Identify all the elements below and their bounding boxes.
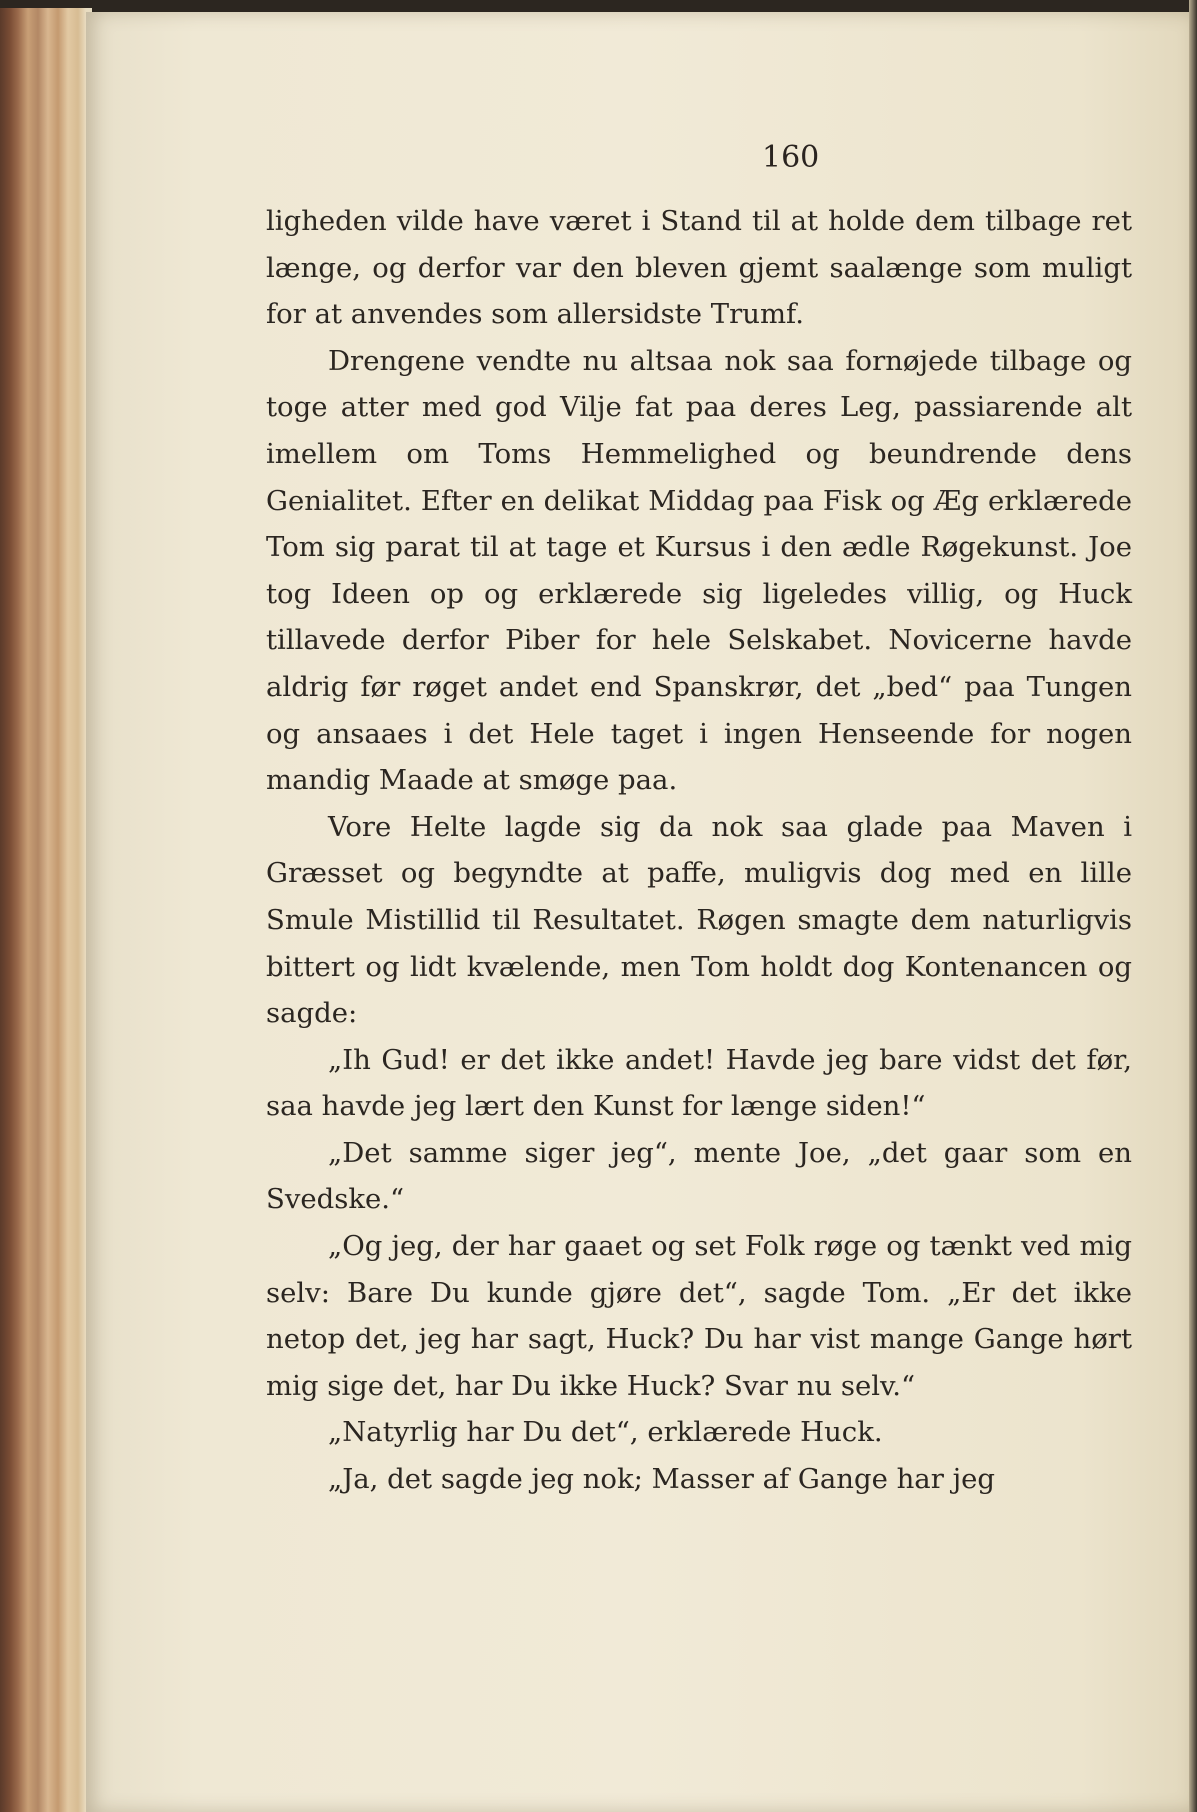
- paragraph: „Natyrlig har Du det“, erklærede Huck.: [328, 1416, 883, 1449]
- paragraph: „Ja, det sagde jeg nok; Masser af Gange har jeg: [328, 1463, 995, 1496]
- paragraph: „Det samme siger jeg“, mente Joe, „det gaar som en Svedske.“: [266, 1136, 1132, 1216]
- page-right-edge: [1189, 0, 1197, 1812]
- page-number: 160: [762, 140, 820, 175]
- page-text: [266, 198, 1132, 1503]
- paragraph: „Ih Gud! er det ikke andet! Havde jeg bare vidst det før, saa havde jeg lært den Kunst for længe siden!“: [266, 1043, 1132, 1123]
- paragraph: ligheden vilde have været i Stand til at holde dem tilbage ret længe, og derfor var den bleven gjemt saalænge som muligt for at anvendes som allersidste Trumf.: [266, 205, 1132, 331]
- paragraph: Vore Helte lagde sig da nok saa glade paa Maven i Græsset og begyndte at paffe, muligvis dog med en lille Smule Mistillid til Resultatet. Røgen smagte dem naturligvis bittert og lidt kvælende, men Tom holdt dog Kontenancen og sagde:: [266, 810, 1132, 1030]
- paragraph: „Og jeg, der har gaaet og set Folk røge og tænkt ved mig selv: Bare Du kunde gjøre det“, sagde Tom. „Er det ikke netop det, jeg har sagt, Huck? Du har vist mange Gange hørt mig sige det, har Du ikke Huck? Svar nu selv.“: [266, 1230, 1132, 1402]
- paragraph: Drengene vendte nu altsaa nok saa fornøjede tilbage og toge atter med god Vilje fat paa deres Leg, passiarende alt imellem om Toms Hemmelighed og beundrende dens Genialitet. Efter en delikat Middag paa Fisk og Æg erklærede Tom sig parat til at tage et Kursus i den ædle Røgekunst. Joe tog Ideen op og erklærede sig ligeledes villig, og Huck tillavede derfor Piber for hele Selskabet. Novicerne havde aldrig før røget andet end Spanskrør, det „bed“ paa Tungen og ansaaes i det Hele taget i ingen Henseende for nogen mandig Maade at smøge paa.: [266, 344, 1132, 797]
- book-spine-edges: [0, 8, 92, 1812]
